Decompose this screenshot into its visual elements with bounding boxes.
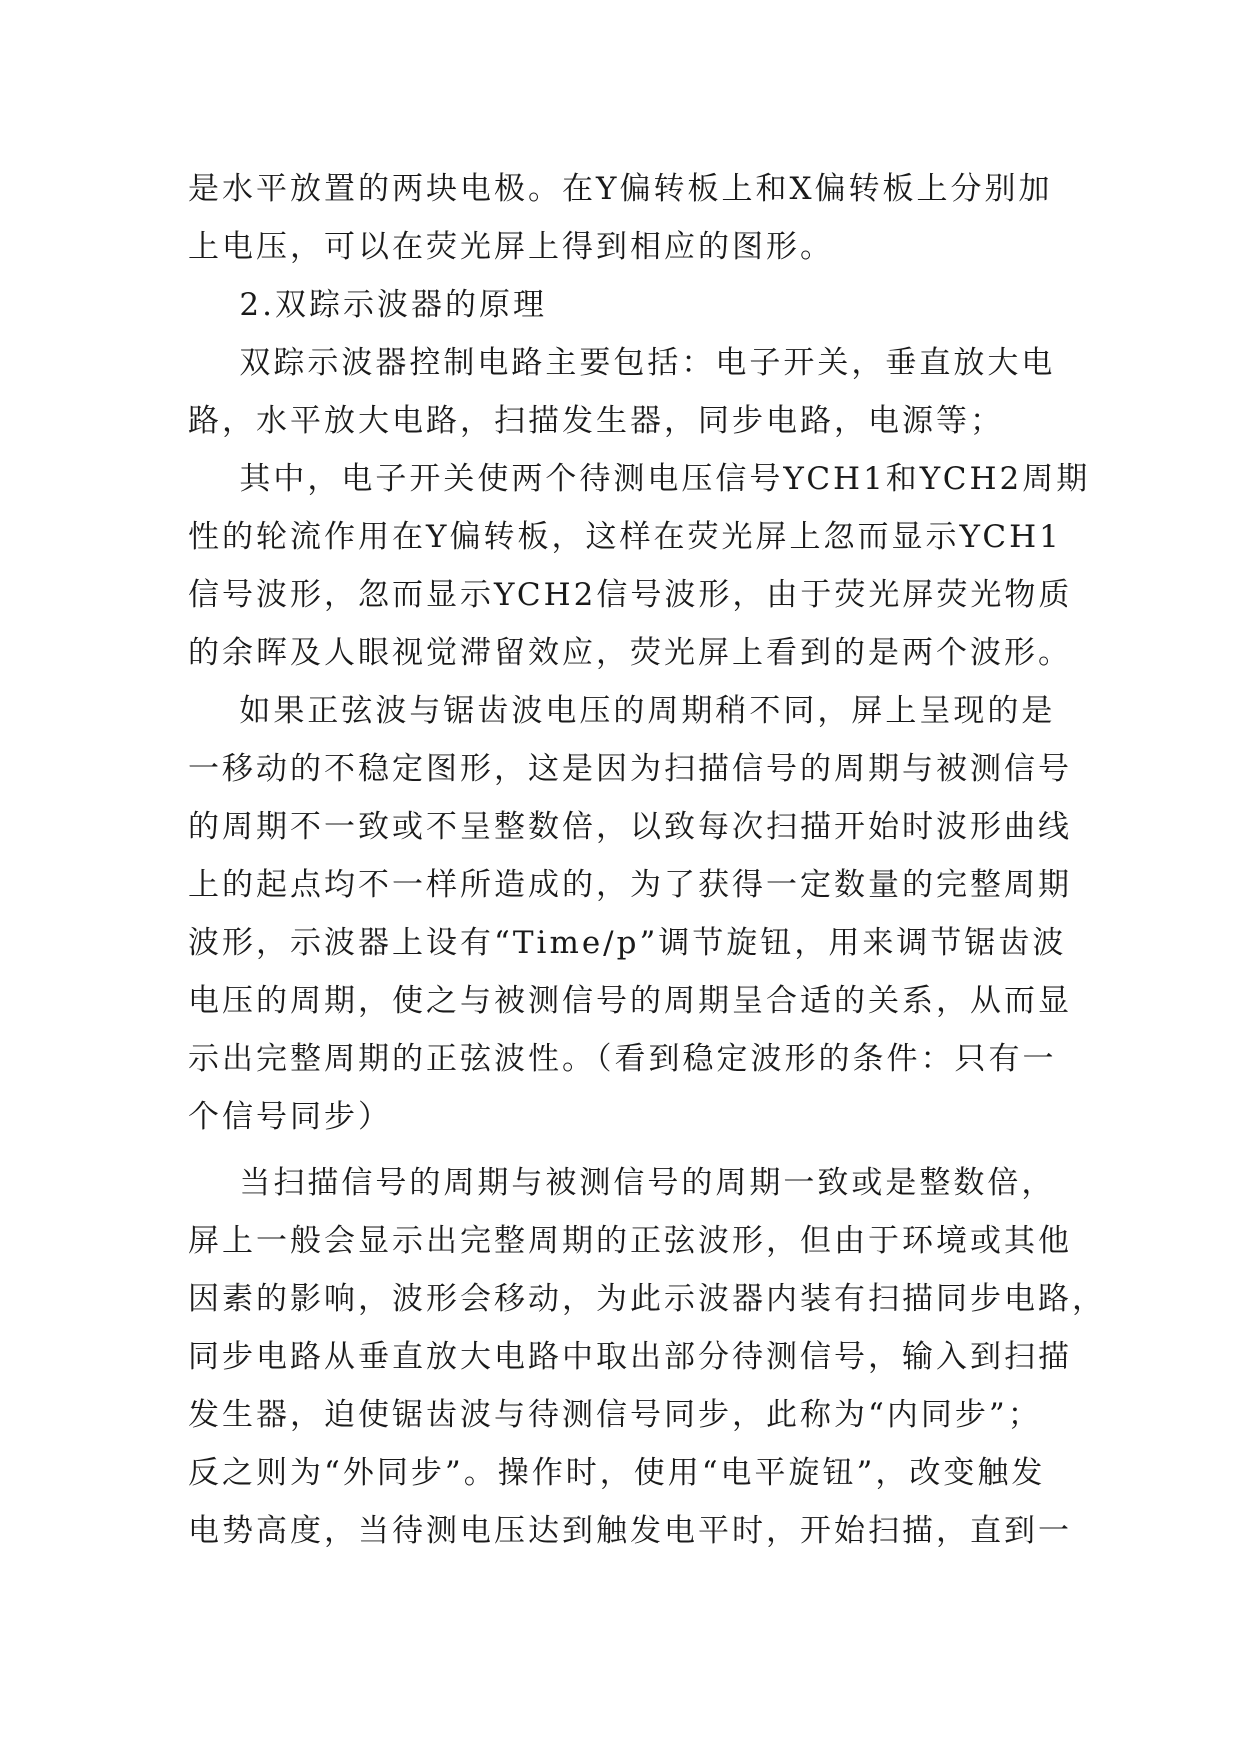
section-heading: 2.双踪示波器的原理 <box>188 287 547 323</box>
paragraph-gap <box>188 1146 1068 1154</box>
text-line: 如果正弦波与锯齿波电压的周期稍不同，屏上呈现的是 <box>188 693 1056 729</box>
text-line: 个信号同步） <box>188 1099 392 1135</box>
text-line: 双踪示波器控制电路主要包括：电子开关，垂直放大电 <box>188 345 1056 381</box>
text-line: 上的起点均不一样所造成的，为了获得一定数量的完整周期 <box>188 867 1072 903</box>
text-line: 波形，示波器上设有“Time/p”调节旋钮，用来调节锯齿波 <box>188 925 1067 961</box>
text-line: 当扫描信号的周期与被测信号的周期一致或是整数倍， <box>188 1165 1056 1201</box>
text-line: 因素的影响，波形会移动，为此示波器内装有扫描同步电路， <box>188 1281 1106 1317</box>
text-line: 电压的周期，使之与被测信号的周期呈合适的关系，从而显 <box>188 983 1072 1019</box>
text-line: 性的轮流作用在Y偏转板，这样在荧光屏上忽而显示YCH1 <box>188 519 1062 555</box>
text-line: 的周期不一致或不呈整数倍，以致每次扫描开始时波形曲线 <box>188 809 1072 845</box>
text-line: 信号波形，忽而显示YCH2信号波形，由于荧光屏荧光物质 <box>188 577 1073 613</box>
text-line: 一移动的不稳定图形，这是因为扫描信号的周期与被测信号 <box>188 751 1072 787</box>
text-line: 反之则为“外同步”。操作时，使用“电平旋钮”，改变触发 <box>188 1455 1046 1491</box>
text-line: 同步电路从垂直放大电路中取出部分待测信号，输入到扫描 <box>188 1339 1072 1375</box>
document-body <box>188 160 1106 1560</box>
text-line: 屏上一般会显示出完整周期的正弦波形，但由于环境或其他 <box>188 1223 1072 1259</box>
text-line: 示出完整周期的正弦波性。（看到稳定波形的条件：只有一 <box>188 1041 1057 1077</box>
text-line: 的余晖及人眼视觉滞留效应，荧光屏上看到的是两个波形。 <box>188 635 1072 671</box>
text-line: 是水平放置的两块电极。在Y偏转板上和X偏转板上分别加 <box>188 171 1053 207</box>
text-line: 路，水平放大电路，扫描发生器，同步电路，电源等； <box>188 403 1004 439</box>
text-line: 电势高度，当待测电压达到触发电平时，开始扫描，直到一 <box>188 1513 1072 1549</box>
text-line: 发生器，迫使锯齿波与待测信号同步，此称为“内同步”； <box>188 1397 1042 1433</box>
text-line: 其中，电子开关使两个待测电压信号YCH1和YCH2周期 <box>188 461 1091 497</box>
text-line: 上电压，可以在荧光屏上得到相应的图形。 <box>188 229 834 265</box>
